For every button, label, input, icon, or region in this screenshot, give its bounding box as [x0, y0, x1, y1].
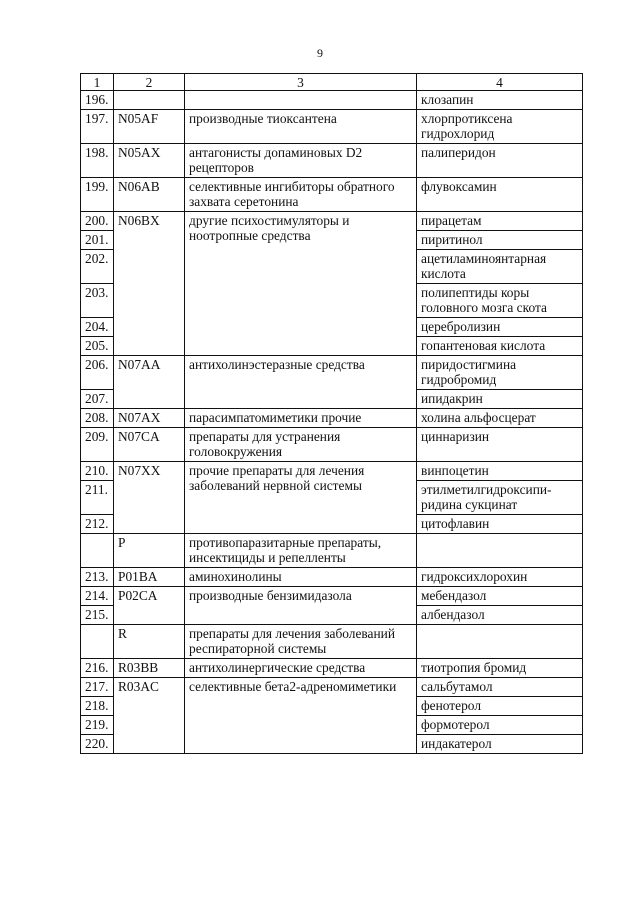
- table-row: [81, 409, 583, 428]
- drug-name: пиридостигмина гидробромид: [417, 356, 583, 390]
- drug-name: [417, 625, 583, 659]
- table-row: [81, 212, 583, 231]
- row-number: 197.: [81, 110, 114, 144]
- drug-name: хлорпротиксена гидрохлорид: [417, 110, 583, 144]
- drug-name: ацетиламиноянтарная кислота: [417, 250, 583, 284]
- drug-name: албендазол: [417, 606, 583, 625]
- row-number: 198.: [81, 144, 114, 178]
- row-number: 212.: [81, 515, 114, 534]
- row-number: 202.: [81, 250, 114, 284]
- column-header-3: 3: [185, 74, 417, 91]
- group-description: антагонисты допаминовых D2 рецепторов: [185, 144, 417, 178]
- table-row: [81, 678, 583, 697]
- table-header-row: [81, 74, 583, 91]
- drug-name: флувоксамин: [417, 178, 583, 212]
- group-description: антихолинергические средства: [185, 659, 417, 678]
- table-row: [81, 178, 583, 212]
- group-description: препараты для лечения заболеваний респираторной системы: [185, 625, 417, 659]
- row-number: 210.: [81, 462, 114, 481]
- row-number: 208.: [81, 409, 114, 428]
- table-row: [81, 356, 583, 390]
- drug-name: винпоцетин: [417, 462, 583, 481]
- group-description: производные бензимидазола: [185, 587, 417, 625]
- atc-code: N05AX: [114, 144, 185, 178]
- drug-list-table: [80, 73, 583, 754]
- drug-name: фенотерол: [417, 697, 583, 716]
- drug-name: [417, 534, 583, 568]
- row-number: 211.: [81, 481, 114, 515]
- atc-code: N07CA: [114, 428, 185, 462]
- drug-name: ипидакрин: [417, 390, 583, 409]
- page-number: 9: [317, 46, 323, 60]
- row-number: [81, 534, 114, 568]
- atc-code: P02CA: [114, 587, 185, 625]
- row-number: 196.: [81, 91, 114, 110]
- section-row: [81, 534, 583, 568]
- table-row: [81, 568, 583, 587]
- atc-code: N06BX: [114, 212, 185, 356]
- table-row: [81, 144, 583, 178]
- group-description: селективные ингибиторы обратного захвата серетонина: [185, 178, 417, 212]
- row-number: 204.: [81, 318, 114, 337]
- drug-name: холина альфосцерат: [417, 409, 583, 428]
- atc-code: [114, 91, 185, 110]
- table-row: [81, 462, 583, 481]
- row-number: 218.: [81, 697, 114, 716]
- table-row: [81, 91, 583, 110]
- row-number: 213.: [81, 568, 114, 587]
- row-number: 200.: [81, 212, 114, 231]
- row-number: 219.: [81, 716, 114, 735]
- drug-name: пиритинол: [417, 231, 583, 250]
- drug-name: клозапин: [417, 91, 583, 110]
- atc-code: N06AB: [114, 178, 185, 212]
- row-number: 199.: [81, 178, 114, 212]
- drug-name: циннаризин: [417, 428, 583, 462]
- table-row: [81, 428, 583, 462]
- atc-code: P01BA: [114, 568, 185, 587]
- atc-code: R: [114, 625, 185, 659]
- table-row: [81, 659, 583, 678]
- atc-code: N07XX: [114, 462, 185, 534]
- atc-code: P: [114, 534, 185, 568]
- group-description: прочие препараты для лечения заболеваний нервной системы: [185, 462, 417, 534]
- atc-code: R03AC: [114, 678, 185, 754]
- atc-code: N05AF: [114, 110, 185, 144]
- column-header-1: 1: [81, 74, 114, 91]
- column-header-4: 4: [417, 74, 583, 91]
- row-number: 209.: [81, 428, 114, 462]
- group-description: производные тиоксантена: [185, 110, 417, 144]
- drug-name: цитофлавин: [417, 515, 583, 534]
- drug-name: полипептиды коры головного мозга скота: [417, 284, 583, 318]
- row-number: [81, 625, 114, 659]
- column-header-2: 2: [114, 74, 185, 91]
- group-description: антихолинэстеразные средства: [185, 356, 417, 409]
- drug-name: палиперидон: [417, 144, 583, 178]
- row-number: 207.: [81, 390, 114, 409]
- drug-name: тиотропия бромид: [417, 659, 583, 678]
- drug-name: пирацетам: [417, 212, 583, 231]
- row-number: 214.: [81, 587, 114, 606]
- section-row: [81, 625, 583, 659]
- row-number: 203.: [81, 284, 114, 318]
- row-number: 215.: [81, 606, 114, 625]
- drug-name: сальбутамол: [417, 678, 583, 697]
- row-number: 206.: [81, 356, 114, 390]
- table-row: [81, 587, 583, 606]
- row-number: 217.: [81, 678, 114, 697]
- atc-code: N07AX: [114, 409, 185, 428]
- drug-name: гидроксихлорохин: [417, 568, 583, 587]
- group-description: другие психостимуляторы и ноотропные средства: [185, 212, 417, 356]
- drug-name: церебролизин: [417, 318, 583, 337]
- row-number: 220.: [81, 735, 114, 754]
- row-number: 205.: [81, 337, 114, 356]
- group-description: [185, 91, 417, 110]
- table-row: [81, 110, 583, 144]
- group-description: противопаразитарные препараты, инсектициды и репелленты: [185, 534, 417, 568]
- group-description: препараты для устранения головокружения: [185, 428, 417, 462]
- group-description: парасимпатомиметики прочие: [185, 409, 417, 428]
- atc-code: R03BB: [114, 659, 185, 678]
- group-description: аминохинолины: [185, 568, 417, 587]
- drug-name: индакатерол: [417, 735, 583, 754]
- drug-name: мебендазол: [417, 587, 583, 606]
- drug-name: этилметилгидроксипи-ридина сукцинат: [417, 481, 583, 515]
- atc-code: N07AA: [114, 356, 185, 409]
- group-description: селективные бета2-адреномиметики: [185, 678, 417, 754]
- row-number: 201.: [81, 231, 114, 250]
- row-number: 216.: [81, 659, 114, 678]
- drug-name: гопантеновая кислота: [417, 337, 583, 356]
- drug-name: формотерол: [417, 716, 583, 735]
